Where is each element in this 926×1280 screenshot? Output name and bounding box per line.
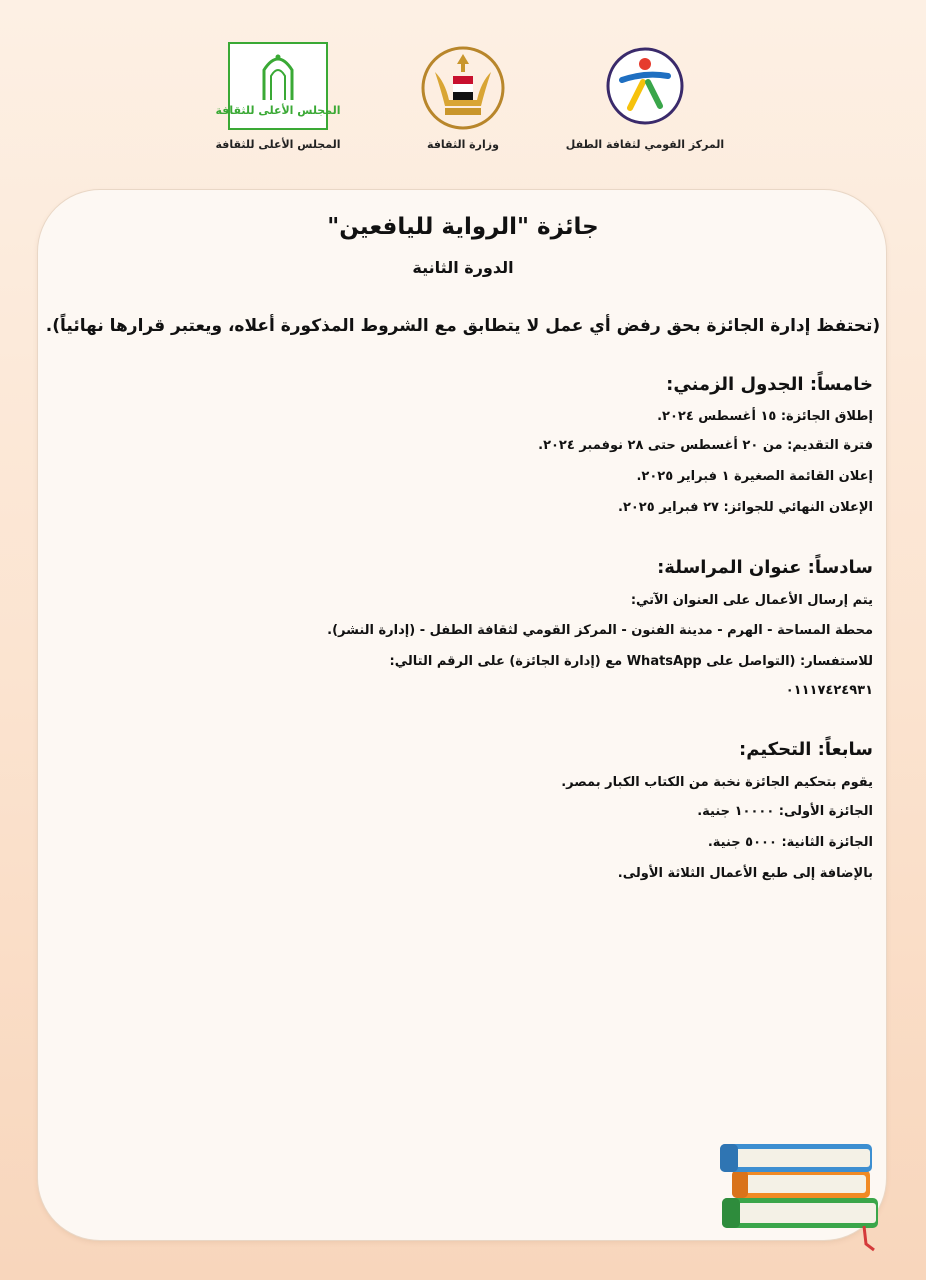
child-figure-icon	[600, 42, 690, 130]
rejection-note: (تحتفظ إدارة الجائزة بحق رفض أي عمل لا يتطابق مع الشروط المذكورة أعلاه، ويعتبر قرارها نهائياً).	[45, 316, 881, 336]
books-stack-icon	[714, 1140, 886, 1255]
eagle-emblem-icon	[415, 42, 511, 130]
phone-number: ٠١١١٧٤٢٤٩٣١	[785, 683, 873, 698]
page-title: جائزة "الرواية لليافعين"	[327, 214, 599, 240]
schedule-item: الإعلان النهائي للجوائز: ٢٧ فبراير ٢٠٢٥.	[617, 500, 873, 515]
prize-second: الجائزة الثانية: ٥٠٠٠ جنية.	[707, 835, 873, 850]
ministry-label: وزارة الثقافة	[427, 138, 499, 151]
prize-first: الجائزة الأولى: ١٠٠٠٠ جنية.	[697, 804, 873, 819]
content-card	[38, 190, 886, 1240]
schedule-heading: خامساً: الجدول الزمني:	[666, 374, 873, 395]
judging-heading: سابعاً: التحكيم:	[739, 739, 873, 760]
schedule-item: إعلان القائمة الصغيرة ١ فبراير ٢٠٢٥.	[636, 469, 873, 484]
council-emblem-text: المجلس الأعلى للثقافة	[215, 104, 341, 117]
judging-item: يقوم بتحكيم الجائزة نخبة من الكتاب الكبار بمصر.	[561, 775, 873, 790]
address-item: يتم إرسال الأعمال على العنوان الآتي:	[630, 593, 873, 608]
address-heading: سادساً: عنوان المراسلة:	[657, 557, 873, 578]
schedule-item: إطلاق الجائزة: ١٥ أغسطس ٢٠٢٤.	[657, 409, 873, 424]
address-item: محطة المساحة - الهرم - مدينة الفنون - المركز القومي لثقافة الطفل - (إدارة النشر).	[327, 623, 873, 638]
logos-row	[0, 38, 926, 168]
council-emblem-icon	[215, 42, 341, 130]
child-center-logo	[555, 38, 735, 163]
child-center-label: المركز القومي لثقافة الطفل	[565, 138, 725, 151]
council-label: المجلس الأعلى للثقافة	[215, 138, 341, 151]
page-subtitle: الدورة الثانية	[412, 258, 514, 277]
address-item: للاستفسار: (التواصل على WhatsApp مع (إدارة الجائزة) على الرقم التالي:	[389, 654, 873, 669]
judging-item: بالإضافة إلى طبع الأعمال الثلاثة الأولى.	[617, 866, 873, 881]
schedule-item: فترة التقديم: من ٢٠ أغسطس حتى ٢٨ نوفمبر ٢٠٢٤.	[538, 438, 873, 453]
ministry-logo	[373, 38, 553, 163]
council-logo	[188, 38, 368, 163]
